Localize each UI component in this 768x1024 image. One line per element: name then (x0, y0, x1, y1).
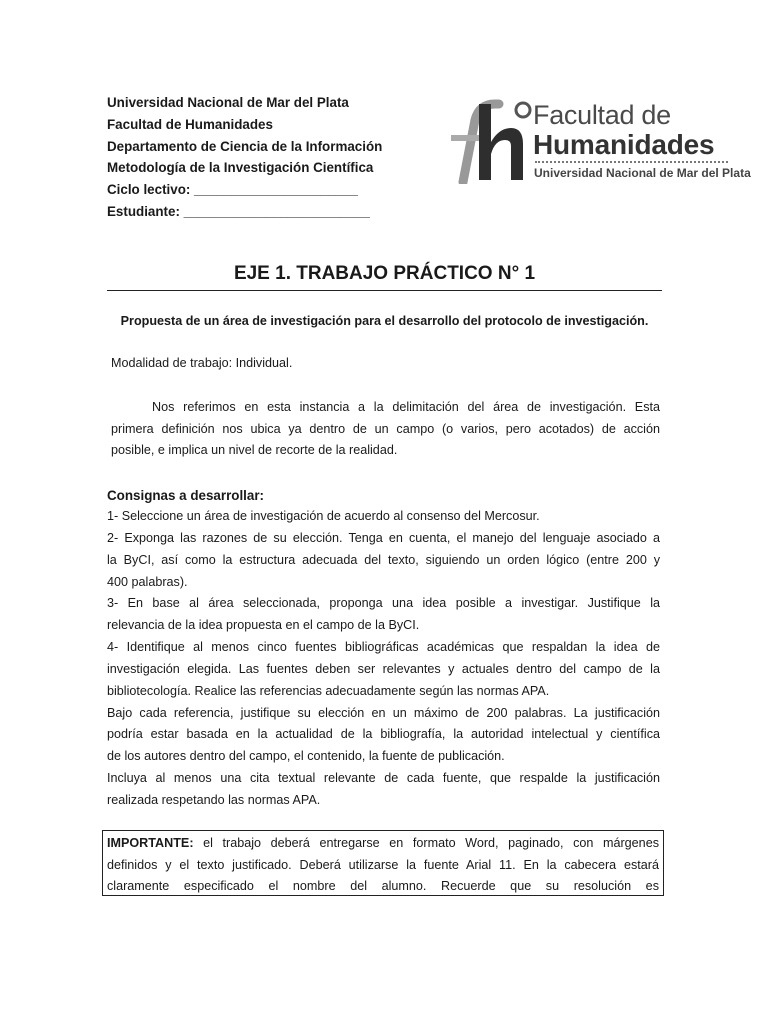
logo-divider (535, 161, 728, 163)
logo-text-humanidades: Humanidades (533, 129, 715, 160)
instruction-line: 2- Exponga las razones de su elección. Tenga en cuenta, el manejo del lenguaje asociado a (107, 530, 660, 545)
instruction-line: 1- Seleccione un área de investigación de acuerdo al consenso del Mercosur. (107, 509, 540, 523)
important-line: definidos y el texto justificado. Deberá utilizarse la fuente Arial 11. En la cabecera estará (107, 857, 659, 872)
instruction-line: investigación elegida. Las fuentes deben ser relevantes y actuales dentro del campo de la (107, 661, 660, 676)
important-line: claramente especificado el nombre del alumno. Recuerde que su resolución es (107, 879, 659, 893)
fh-logo-mark-icon (443, 98, 535, 184)
instruction-line: la ByCI, así como la estructura adecuada del texto, siguiendo un orden lógico (entre 200 y (107, 552, 660, 567)
instructions-heading: Consignas a desarrollar: (107, 488, 265, 503)
header-university: Universidad Nacional de Mar del Plata (107, 95, 349, 110)
assignment-subtitle: Propuesta de un área de investigación para el desarrollo del protocolo de investigación. (120, 314, 649, 328)
header-faculty: Facultad de Humanidades (107, 116, 273, 132)
header-course: Metodología de la Investigación Científica (107, 160, 374, 176)
title-divider (107, 290, 662, 291)
instruction-line: podría estar basada en la actualidad de la bibliografía, la autoridad intelectual y científica (107, 727, 660, 742)
header-department: Departamento de Ciencia de la Información (107, 138, 383, 154)
instruction-line: 4- Identifique al menos cinco fuentes bibliográficas académicas que respaldan la idea de (107, 640, 660, 655)
intro-line: primera definición nos ubica ya dentro de un campo (o varios, pero acotados) de acción (111, 421, 660, 436)
instruction-line: 400 palabras). (107, 574, 188, 589)
header-student: Estudiante: _________________________ (107, 203, 370, 219)
logo-text-university: Universidad Nacional de Mar del Plata (534, 166, 751, 180)
important-label: IMPORTANTE: (107, 836, 194, 850)
faculty-logo (443, 98, 751, 184)
instructions-list (107, 506, 660, 812)
important-notice-box (102, 830, 664, 896)
logo-text-facultad: Facultad de (533, 100, 671, 130)
intro-line: Nos referimos en esta instancia a la delimitación del área de investigación. Esta (152, 400, 660, 414)
instruction-line: Incluya al menos una cita textual relevante de cada fuente, que respalde la justificación (107, 771, 660, 786)
instruction-line: Bajo cada referencia, justifique su elección en un máximo de 200 palabras. La justificación (107, 705, 660, 720)
instruction-line: relevancia de la idea propuesta en el campo de la ByCI. (107, 618, 420, 633)
intro-line: posible, e implica un nivel de recorte de la realidad. (111, 443, 398, 458)
instruction-line: de los autores dentro del campo, el contenido, la fuente de publicación. (107, 749, 505, 764)
instruction-line: 3- En base al área seleccionada, proponga una idea posible a investigar. Justifique la (107, 596, 660, 611)
intro-paragraph (111, 397, 660, 462)
important-line1-text: el trabajo deberá entregarse en formato Word, paginado, con márgenes (193, 836, 659, 850)
instruction-line: realizada respetando las normas APA. (107, 792, 321, 807)
institution-header (107, 92, 427, 223)
header-school-year: Ciclo lectivo: ______________________ (107, 182, 358, 198)
important-line (107, 833, 659, 855)
page-title: EJE 1. TRABAJO PRÁCTICO N° 1 (233, 263, 536, 284)
modality-text: Modalidad de trabajo: Individual. (111, 356, 293, 370)
work-modality (111, 353, 292, 375)
instruction-line: bibliotecología. Realice las referencias adecuadamente según las normas APA. (107, 683, 550, 698)
